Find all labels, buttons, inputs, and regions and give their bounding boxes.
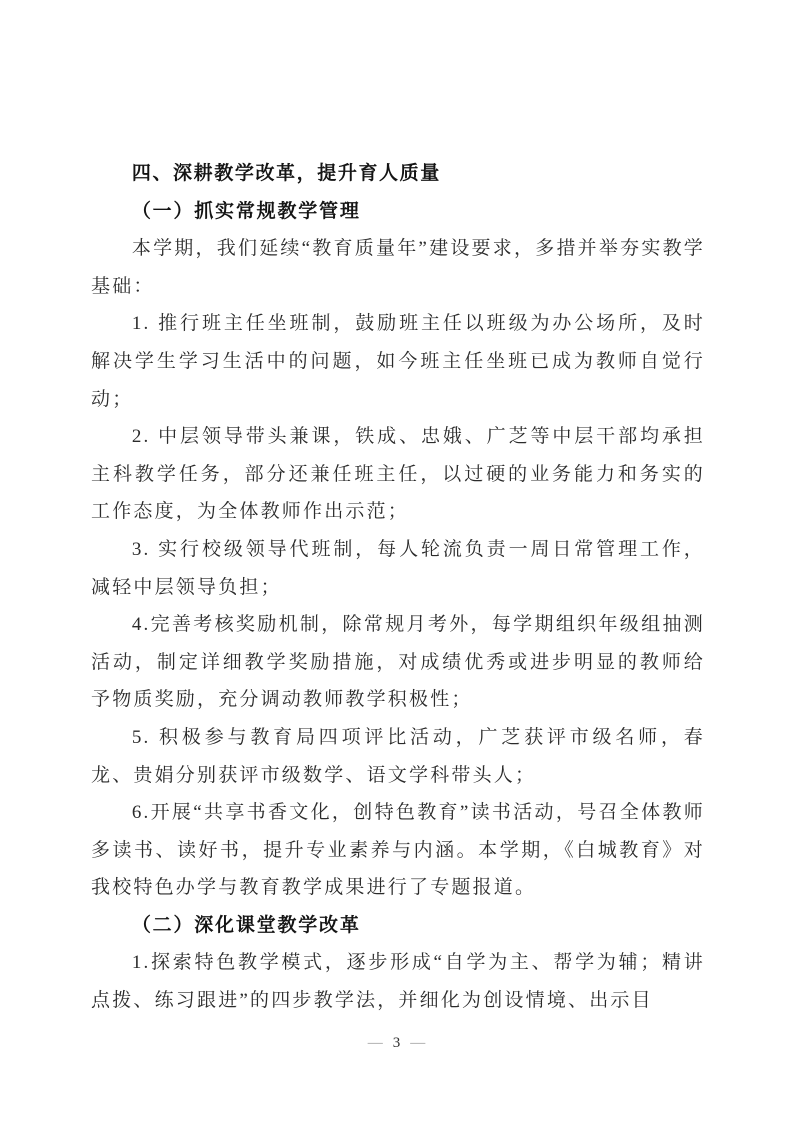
subsection-heading: （二）深化课堂教学改革 [131,914,361,936]
page-number-dash-left: — [367,1035,383,1051]
subsection-heading: （一）抓实常规教学管理 [131,200,361,222]
page-footer [0,1035,793,1052]
body-paragraph: 1. 推行班主任坐班制，鼓励班主任以班级为办公场所，及时解决学生学习生活中的问题，如今班主任坐班已成为教师自觉行动； [91,313,705,410]
page-number: 3 [392,1035,401,1051]
body-paragraph: 2. 中层领导带头兼课，铁成、忠娥、广芝等中层干部均承担主科教学任务，部分还兼任班主任，以过硬的业务能力和务实的工作态度，为全体教师作出示范； [91,426,705,523]
body-paragraph: 6.开展“共享书香文化，创特色教育”读书活动，号召全体教师多读书、读好书，提升专业素养与内涵。本学期，《白城教育》对我校特色办学与教育教学成果进行了专题报道。 [91,802,705,899]
document-body [91,155,705,1020]
page-number-dash-right: — [410,1035,426,1051]
body-paragraph: 4.完善考核奖励机制，除常规月考外，每学期组织年级组抽测活动，制定详细教学奖励措施，对成绩优秀或进步明显的教师给予物质奖励，充分调动教师教学积极性； [91,614,705,711]
body-paragraph: 本学期，我们延续“教育质量年”建设要求，多措并举夯实教学基础： [91,238,705,297]
body-paragraph: 3. 实行校级领导代班制，每人轮流负责一周日常管理工作，减轻中层领导负担； [91,538,705,598]
body-paragraph: 1.探索特色教学模式，逐步形成“自学为主、帮学为辅；精讲点拨、练习跟进”的四步教学法，并细化为创设情境、出示目 [91,952,705,1012]
section-heading: 四、深耕教学改革，提升育人质量 [131,163,441,184]
body-paragraph: 5. 积极参与教育局四项评比活动，广芝获评市级名师，春龙、贵娟分别获评市级数学、语文学科带头人； [91,726,705,786]
